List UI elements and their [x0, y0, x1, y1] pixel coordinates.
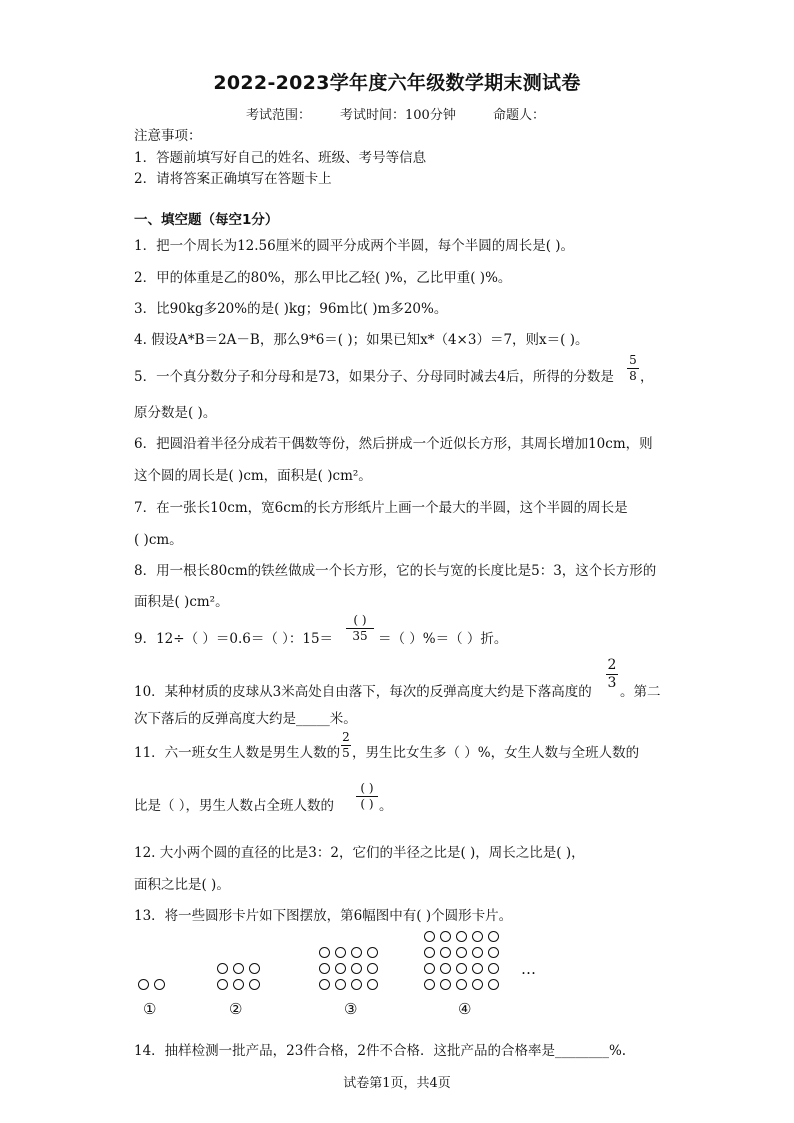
question-9-end: ＝（ ）%＝（ ）折。	[378, 631, 508, 647]
question-5-text: 5．一个真分数分子和分母和是73，如果分子、分母同时减去4后，所得的分数是	[134, 369, 614, 385]
fraction-denominator: 5	[342, 746, 350, 760]
fraction-denominator: 35	[352, 629, 368, 643]
exam-time: 考试时间：100分钟	[340, 108, 456, 123]
question-7-line-2: ( )cm。	[134, 532, 183, 548]
question-10-tail: 。第二	[620, 684, 661, 700]
question-5-line-2: 原分数是( )。	[134, 405, 217, 421]
question-11-tail: ，男生比女生多（ ）%，女生人数与全班人数的	[352, 745, 640, 761]
fraction-denominator: ( )	[360, 797, 374, 811]
fraction-numerator: ( )	[360, 781, 374, 795]
question-5-fraction	[627, 354, 639, 383]
question-7-line-1: 7．在一张长10cm，宽6cm的长方形纸片上画一个最大的半圆，这个半圆的周长是	[134, 500, 628, 516]
question-10-line-2: 次下落后的反弹高度大约是_____米。	[134, 711, 357, 727]
question-5-tail: ，	[640, 369, 654, 385]
question-11-fraction	[341, 731, 351, 760]
question-8-line-2: 面积是( )cm²。	[134, 594, 229, 610]
pattern-label-2: ②	[229, 1000, 243, 1018]
notice-heading: 注意事项：	[134, 128, 202, 144]
pattern-ellipsis: …	[521, 960, 536, 978]
question-10-fraction	[606, 658, 618, 691]
question-11-fraction-2	[356, 782, 378, 811]
section-heading: 一、填空题（每空1分）	[134, 212, 279, 228]
question-8-line-1: 8．用一根长80cm的铁丝做成一个长方形，它的长与宽的长度比是5：3，这个长方形的	[134, 563, 657, 579]
question-14: 14．抽样检测一批产品，23件合格，2件不合格．这批产品的合格率是________%.	[134, 1043, 627, 1059]
exam-scope: 考试范围：	[246, 108, 312, 123]
notice-item-2: 2．请将答案正确填写在答题卡上	[134, 171, 332, 187]
question-10-line-1: 10．某种材质的皮球从3米高处自由落下，每次的反弹高度大约是下落高度的	[134, 684, 592, 700]
question-13: 13．将一些圆形卡片如下图摆放，第6幅图中有( )个圆形卡片。	[134, 908, 513, 924]
question-3: 3．比90kg多20%的是( )kg；96m比( )m多20%。	[134, 301, 448, 317]
question-2: 2．甲的体重是乙的80%，那么甲比乙轻( )%，乙比甲重( )%。	[134, 270, 512, 286]
fraction-numerator: 5	[629, 353, 637, 367]
fraction-denominator: 8	[629, 369, 637, 383]
question-11-line-2-tail: 。	[379, 798, 393, 814]
fraction-denominator: 3	[607, 675, 617, 691]
question-12-line-1: 12. 大小两个圆的直径的比是3：2，它们的半径之比是( )，周长之比是( )，	[134, 845, 585, 861]
fraction-numerator: ( )	[353, 613, 367, 627]
question-6-line-1: 6．把圆沿着半径分成若干偶数等份，然后拼成一个近似长方形，其周长增加10cm，则	[134, 436, 653, 452]
question-1: 1．把一个周长为12.56厘米的圆平分成两个半圆，每个半圆的周长是( )。	[134, 238, 575, 254]
question-11-line-2: 比是（ ），男生人数占全班人数的	[134, 798, 335, 814]
pattern-label-1: ①	[143, 1000, 157, 1018]
question-9-start: 9．12÷（ ）＝0.6＝（ ）：15＝	[134, 631, 334, 647]
exam-author: 命题人：	[493, 108, 546, 123]
question-4: 4. 假设A*B＝2A－B，那么9*6＝( )；如果已知x*（4×3）＝7，则x＝( )。	[134, 332, 589, 348]
page-footer: 试卷第1页，共4页	[343, 1076, 451, 1091]
fraction-numerator: 2	[607, 657, 617, 673]
question-5-line-1	[134, 365, 614, 385]
fraction-numerator: 2	[342, 730, 350, 744]
question-11-line-1: 11．六一班女生人数是男生人数的	[134, 745, 341, 761]
notice-item-1: 1．答题前填写好自己的姓名、班级、考号等信息	[134, 150, 427, 166]
question-9-fraction	[346, 614, 374, 643]
pattern-label-4: ④	[458, 1000, 472, 1018]
pattern-label-3: ③	[344, 1000, 358, 1018]
page-title: 2022-2023学年度六年级数学期末测试卷	[213, 72, 581, 94]
question-12-line-2: 面积之比是( )。	[134, 877, 230, 893]
question-6-line-2: 这个圆的周长是( )cm，面积是( )cm²。	[134, 468, 372, 484]
